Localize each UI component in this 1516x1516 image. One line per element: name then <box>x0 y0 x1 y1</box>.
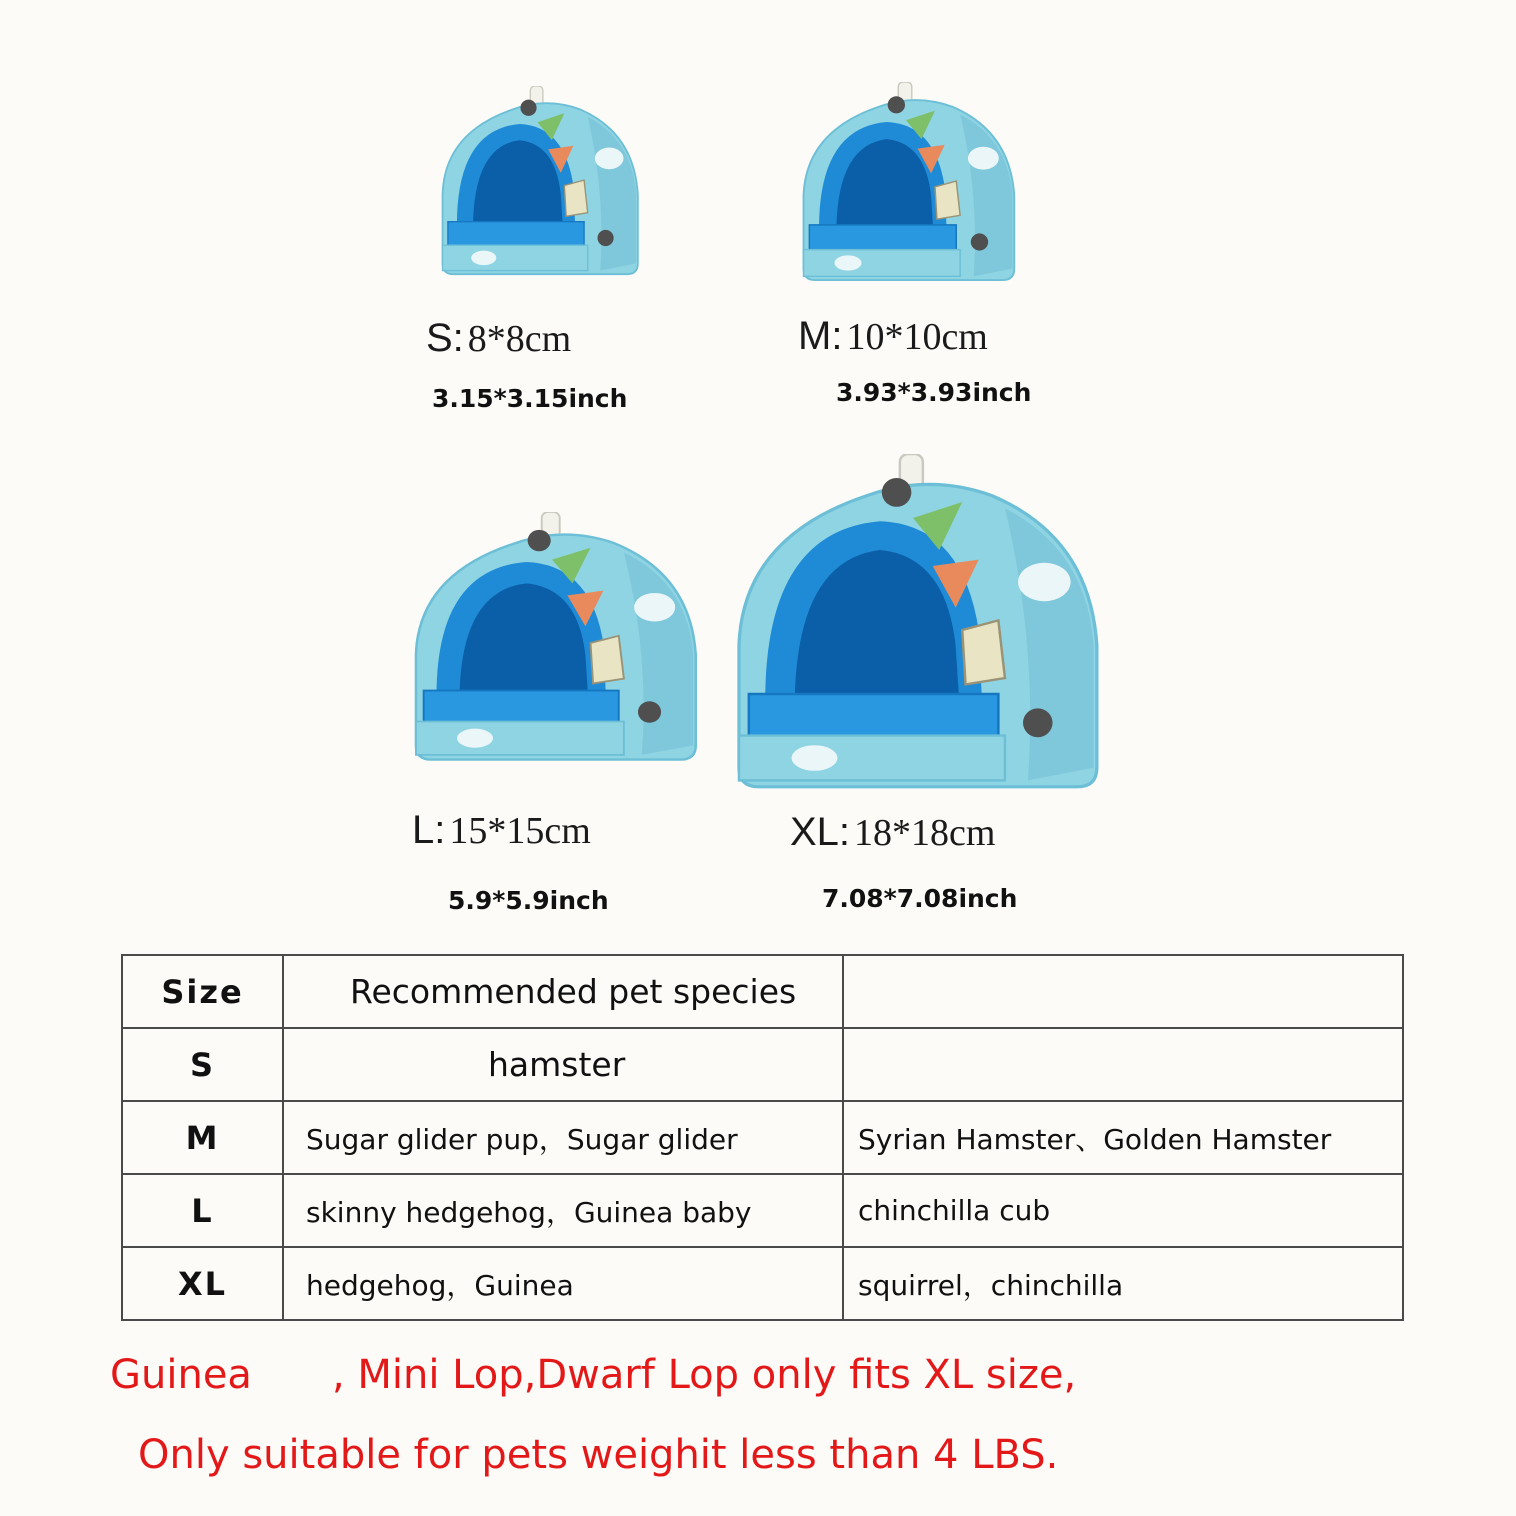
inch-label-xl: 7.08*7.08inch <box>822 884 1018 913</box>
hut-image-s <box>430 86 645 276</box>
row-species: hedgehog，Guinea <box>283 1247 843 1320</box>
hut-image-xl <box>716 454 1110 790</box>
table-row <box>122 1174 1403 1247</box>
size-label-m <box>798 314 988 359</box>
row-species: skinny hedgehog，Guinea baby <box>283 1174 843 1247</box>
inch-label-l: 5.9*5.9inch <box>448 886 609 915</box>
size-code: S: <box>426 316 464 360</box>
row-extra: Syrian Hamster、Golden Hamster <box>843 1101 1403 1174</box>
header-size: Size <box>122 955 283 1028</box>
size-label-s <box>426 316 571 361</box>
table-row <box>122 1247 1403 1320</box>
note-guinea: Guinea <box>110 1352 252 1398</box>
inch-label-s: 3.15*3.15inch <box>432 384 628 413</box>
row-size: L <box>122 1174 283 1247</box>
row-species: hamster <box>283 1028 843 1101</box>
hut-image-m <box>790 82 1022 282</box>
table-row <box>122 1101 1403 1174</box>
row-species: Sugar glider pup，Sugar glider <box>283 1101 843 1174</box>
size-code: XL: <box>790 810 851 854</box>
inch-label-m: 3.93*3.93inch <box>836 378 1032 407</box>
header-species: Recommended pet species <box>283 955 843 1028</box>
size-dimension: 15*15cm <box>449 810 591 852</box>
size-dimension: 10*10cm <box>846 316 988 358</box>
row-size: M <box>122 1101 283 1174</box>
row-extra: chinchilla cub <box>843 1174 1403 1247</box>
row-size: S <box>122 1028 283 1101</box>
size-label-xl <box>790 810 995 855</box>
note-fit-xl: , Mini Lop,Dwarf Lop only fits XL size, <box>331 1352 1077 1398</box>
row-extra: squirrel，chinchilla <box>843 1247 1403 1320</box>
size-dimension: 18*18cm <box>854 812 996 854</box>
size-code: L: <box>412 808 446 852</box>
row-size: XL <box>122 1247 283 1320</box>
header-extra <box>843 955 1403 1028</box>
note-line-1 <box>110 1352 1076 1398</box>
size-dimension: 8*8cm <box>467 318 572 360</box>
size-code: M: <box>798 314 843 358</box>
row-extra <box>843 1028 1403 1101</box>
hut-image-l <box>398 512 706 762</box>
table-header-row <box>122 955 1403 1028</box>
size-label-l <box>412 808 591 853</box>
note-line-2: Only suitable for pets weighit less than 4 LBS. <box>138 1432 1059 1478</box>
species-table <box>121 954 1404 1321</box>
table-row <box>122 1028 1403 1101</box>
